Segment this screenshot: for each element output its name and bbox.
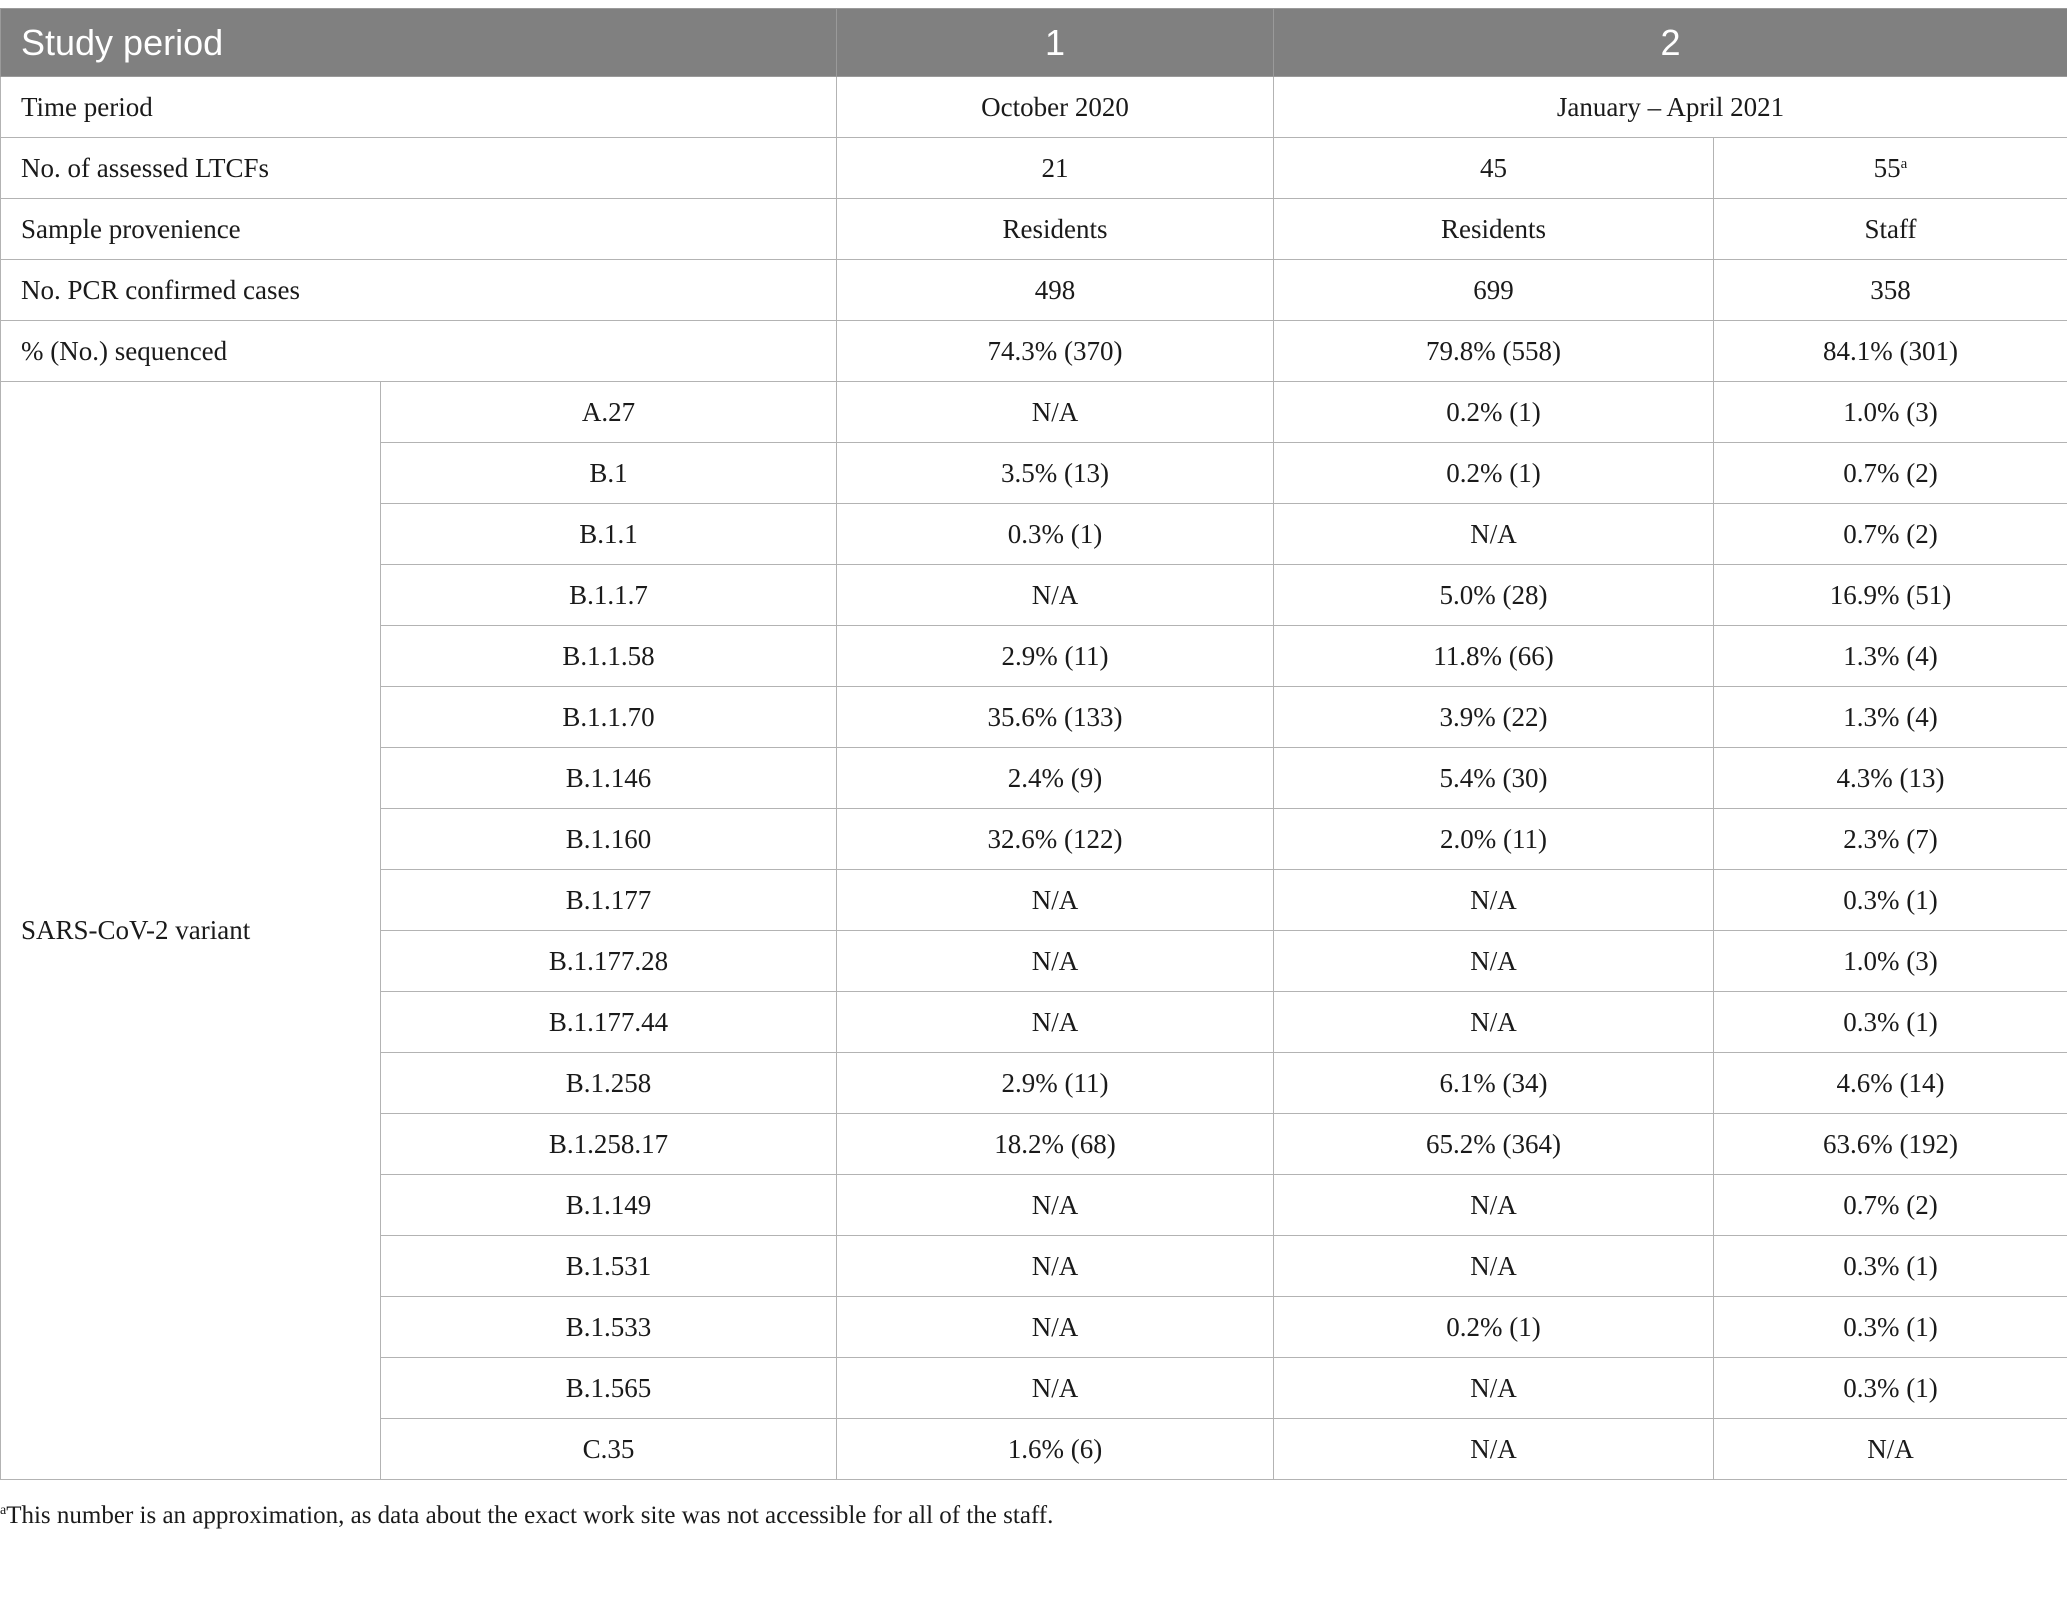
cell-value: 6.1% (34) xyxy=(1274,1053,1714,1114)
variant-name: C.35 xyxy=(381,1419,837,1480)
cell-value: 18.2% (68) xyxy=(837,1114,1274,1175)
row-label: % (No.) sequenced xyxy=(1,321,837,382)
cell-value: 358 xyxy=(1714,260,2067,321)
cell-value: 0.3% (1) xyxy=(1714,1297,2067,1358)
cell-number: 55 xyxy=(1873,152,1901,183)
cell-value: N/A xyxy=(837,992,1274,1053)
cell-value: 0.3% (1) xyxy=(1714,992,2067,1053)
cell-value: N/A xyxy=(837,1236,1274,1297)
table-row xyxy=(1,77,2067,138)
variant-name: B.1.1.58 xyxy=(381,626,837,687)
cell-value: 84.1% (301) xyxy=(1714,321,2067,382)
variant-group-label: SARS-CoV-2 variant xyxy=(1,382,381,1480)
cell-value: N/A xyxy=(1714,1419,2067,1480)
header-study-period: Study period xyxy=(1,9,837,77)
variant-name: B.1.258 xyxy=(381,1053,837,1114)
cell-value: 0.2% (1) xyxy=(1274,443,1714,504)
cell-value: 2.4% (9) xyxy=(837,748,1274,809)
cell-value: 0.3% (1) xyxy=(1714,870,2067,931)
cell-value: 1.3% (4) xyxy=(1714,626,2067,687)
cell-value: 4.6% (14) xyxy=(1714,1053,2067,1114)
row-label: No. of assessed LTCFs xyxy=(1,138,837,199)
cell-value: 16.9% (51) xyxy=(1714,565,2067,626)
variant-name: A.27 xyxy=(381,382,837,443)
header-row xyxy=(1,9,2067,77)
cell-value: N/A xyxy=(837,870,1274,931)
cell-value: 0.2% (1) xyxy=(1274,1297,1714,1358)
cell-value: 1.6% (6) xyxy=(837,1419,1274,1480)
cell-value: N/A xyxy=(1274,1236,1714,1297)
cell-value: 2.9% (11) xyxy=(837,626,1274,687)
cell-value: Staff xyxy=(1714,199,2067,260)
variant-name: B.1.146 xyxy=(381,748,837,809)
cell-value: Residents xyxy=(1274,199,1714,260)
table-row xyxy=(1,199,2067,260)
variant-name: B.1.258.17 xyxy=(381,1114,837,1175)
variants-table xyxy=(0,8,2067,1480)
table-row xyxy=(1,260,2067,321)
table-row xyxy=(1,382,2067,443)
variant-name: B.1.177.44 xyxy=(381,992,837,1053)
variant-name: B.1.533 xyxy=(381,1297,837,1358)
cell-value: N/A xyxy=(1274,870,1714,931)
cell-value: 5.0% (28) xyxy=(1274,565,1714,626)
cell-value: 45 xyxy=(1274,138,1714,199)
cell-value: Residents xyxy=(837,199,1274,260)
variant-name: B.1.531 xyxy=(381,1236,837,1297)
footnote-marker: a xyxy=(1900,155,1908,172)
variant-name: B.1.177.28 xyxy=(381,931,837,992)
cell-value: 498 xyxy=(837,260,1274,321)
cell-value: 11.8% (66) xyxy=(1274,626,1714,687)
cell-value: 2.0% (11) xyxy=(1274,809,1714,870)
cell-value: 32.6% (122) xyxy=(837,809,1274,870)
row-label: No. PCR confirmed cases xyxy=(1,260,837,321)
cell-value: 35.6% (133) xyxy=(837,687,1274,748)
cell-value: N/A xyxy=(1274,1419,1714,1480)
variant-name: B.1.1 xyxy=(381,504,837,565)
variant-name: B.1.1.70 xyxy=(381,687,837,748)
cell-value: 2.9% (11) xyxy=(837,1053,1274,1114)
cell-value: 74.3% (370) xyxy=(837,321,1274,382)
cell-value: 0.2% (1) xyxy=(1274,382,1714,443)
cell-value: 0.7% (2) xyxy=(1714,1175,2067,1236)
cell-value: N/A xyxy=(1274,1175,1714,1236)
cell-value: January – April 2021 xyxy=(1274,77,2067,138)
row-label: Sample provenience xyxy=(1,199,837,260)
table-container xyxy=(0,8,2067,1480)
variant-name: B.1.177 xyxy=(381,870,837,931)
table-footnote xyxy=(0,1502,1053,1530)
variant-name: B.1.160 xyxy=(381,809,837,870)
header-period-1: 1 xyxy=(837,9,1274,77)
cell-value: N/A xyxy=(837,1297,1274,1358)
footnote-text: This number is an approximation, as data about the exact work site was not accessible for all of the staff. xyxy=(6,1502,1054,1529)
cell-value: 699 xyxy=(1274,260,1714,321)
cell-value: N/A xyxy=(1274,931,1714,992)
cell-value: 3.5% (13) xyxy=(837,443,1274,504)
cell-value: 3.9% (22) xyxy=(1274,687,1714,748)
cell-value: 21 xyxy=(837,138,1274,199)
cell-value: 4.3% (13) xyxy=(1714,748,2067,809)
table-header xyxy=(1,9,2067,77)
row-label: Time period xyxy=(1,77,837,138)
cell-value: 5.4% (30) xyxy=(1274,748,1714,809)
variant-name: B.1.565 xyxy=(381,1358,837,1419)
cell-value: 65.2% (364) xyxy=(1274,1114,1714,1175)
cell-value: N/A xyxy=(837,382,1274,443)
cell-value: 1.0% (3) xyxy=(1714,931,2067,992)
header-period-2: 2 xyxy=(1274,9,2067,77)
cell-value: 1.0% (3) xyxy=(1714,382,2067,443)
table-row xyxy=(1,321,2067,382)
cell-value: N/A xyxy=(1274,504,1714,565)
cell-value: 0.3% (1) xyxy=(1714,1358,2067,1419)
cell-value: 79.8% (558) xyxy=(1274,321,1714,382)
footnote-marker: a xyxy=(0,1503,7,1518)
cell-value: 63.6% (192) xyxy=(1714,1114,2067,1175)
cell-value: 1.3% (4) xyxy=(1714,687,2067,748)
cell-value: 0.7% (2) xyxy=(1714,504,2067,565)
cell-value: 0.3% (1) xyxy=(1714,1236,2067,1297)
cell-value: N/A xyxy=(837,931,1274,992)
cell-value: N/A xyxy=(837,565,1274,626)
cell-value: 2.3% (7) xyxy=(1714,809,2067,870)
variant-name: B.1.1.7 xyxy=(381,565,837,626)
variant-name: B.1 xyxy=(381,443,837,504)
table-body xyxy=(1,77,2067,1480)
cell-value: October 2020 xyxy=(837,77,1274,138)
cell-value: 0.7% (2) xyxy=(1714,443,2067,504)
cell-value: N/A xyxy=(1274,1358,1714,1419)
cell-value: N/A xyxy=(837,1175,1274,1236)
cell-value: N/A xyxy=(837,1358,1274,1419)
cell-value xyxy=(1714,138,2067,199)
variant-name: B.1.149 xyxy=(381,1175,837,1236)
cell-value: N/A xyxy=(1274,992,1714,1053)
cell-value: 0.3% (1) xyxy=(837,504,1274,565)
table-row xyxy=(1,138,2067,199)
